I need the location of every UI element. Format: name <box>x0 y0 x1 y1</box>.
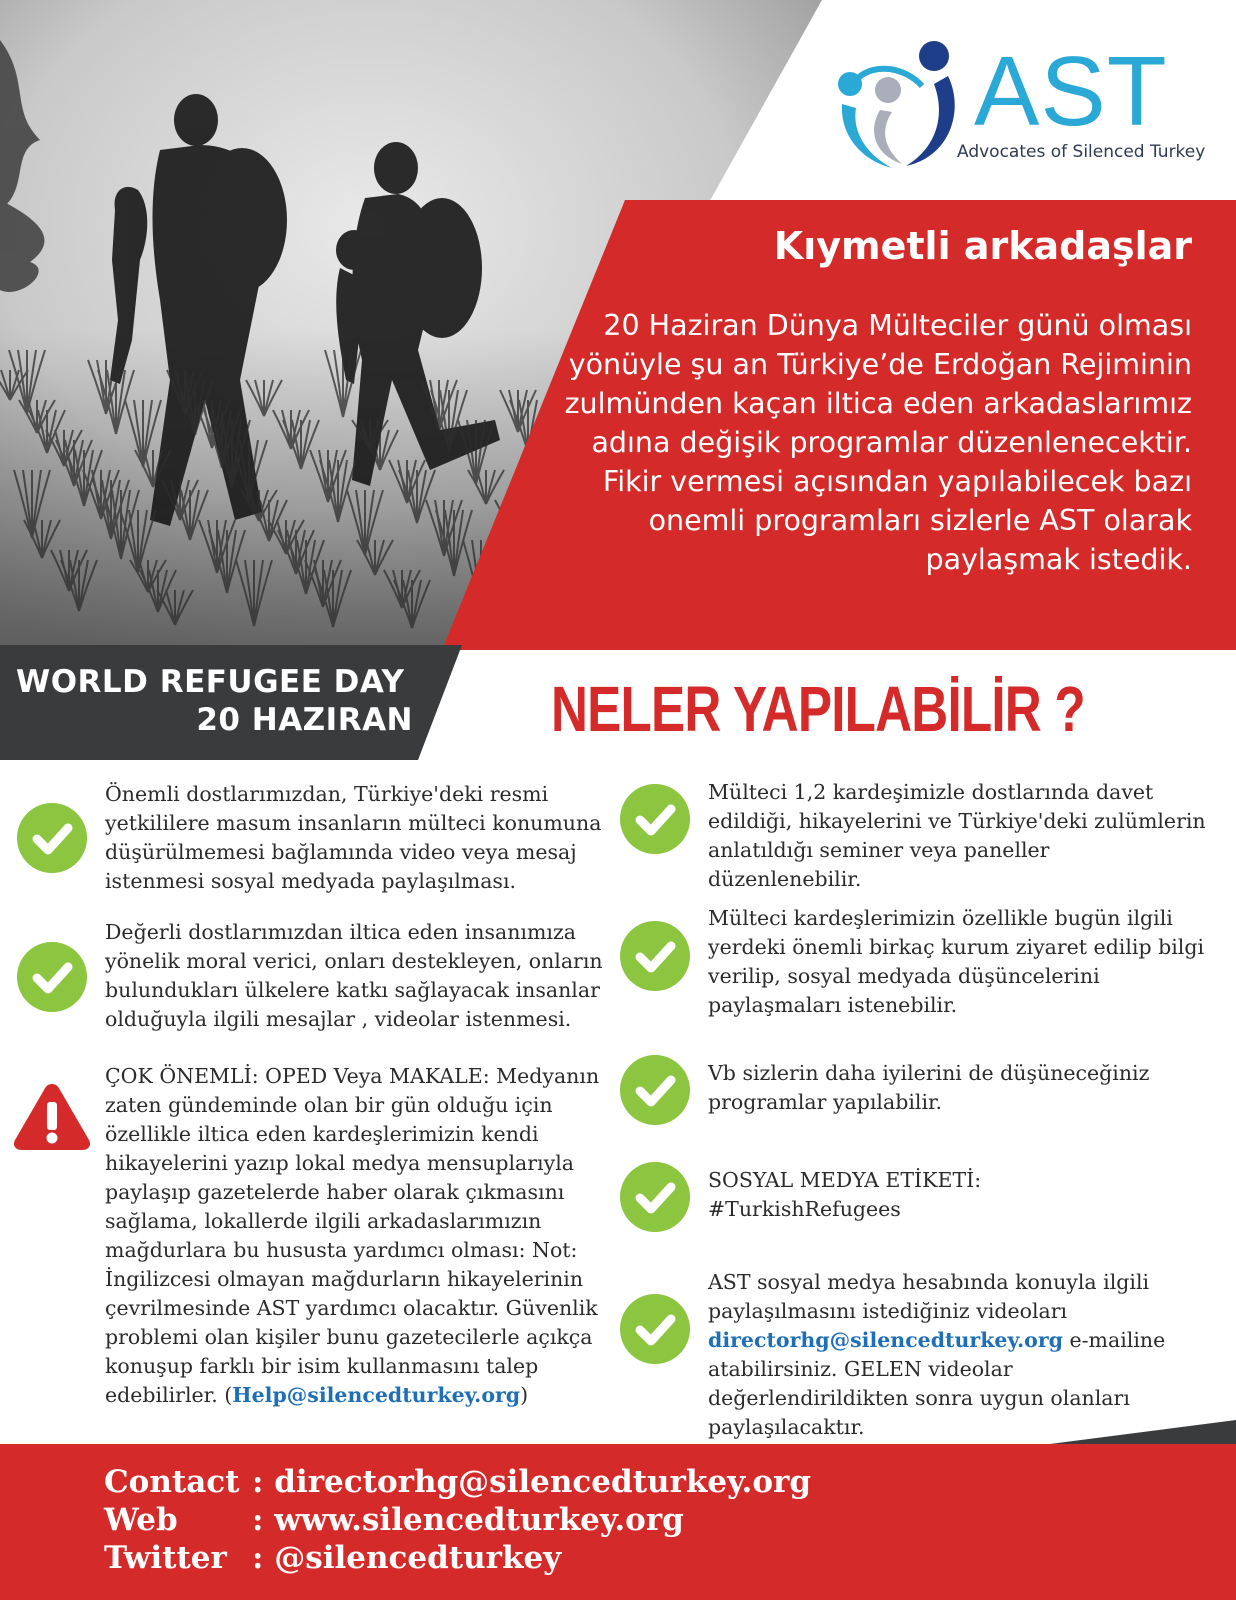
list-item <box>620 1059 1220 1139</box>
check-icon <box>620 1162 690 1232</box>
footer <box>0 1444 1236 1600</box>
footer-twitter <box>104 1540 561 1576</box>
list-item-text: Vb sizlerin daha iyilerini de düşüneceğiniz programlar yapılabilir. <box>708 1061 1150 1114</box>
check-icon <box>17 803 87 873</box>
list-item <box>17 918 617 1048</box>
list-item-text: Önemli dostlarımızdan, Türkiye'deki resmi yetkililere masum insanların mülteci konumuna düşürülmemesi bağlamında video veya mesaj istenmesi sosyal medyada paylaşılması. <box>105 782 602 893</box>
list-item <box>620 1166 1220 1246</box>
web-value[interactable]: : www.silencedturkey.org <box>252 1502 684 1538</box>
twitter-label: Twitter <box>104 1540 227 1576</box>
check-icon <box>620 784 690 854</box>
check-icon <box>620 1055 690 1125</box>
important-text: ÇOK ÖNEMLİ: OPED Veya MAKALE: Medyanın zaten gündeminde olan bir gün olduğu için özellikle iltica eden kardeşlerimizin kendi hikayelerini yazıp lokal medya mensuplarıyla paylaşıp gazetelerde haber olarak çıkmasını sağlama, lokallerde ilgili arkadaslarımızın mağdurlara bu hususta yardımcı olması: Not: İngilizcesi olmayan mağdurların hikayelerinin çevrilmesinde AST yardımcı olacaktır. Güvenlik problemi olan kişiler bunu gazetecilerle açıkça konuşup farklı bir isim kullanmasını talep edebilirler. ( <box>105 1064 600 1407</box>
list-item-text: Değerli dostlarımızdan iltica eden insanımıza yönelik moral verici, onları destekleyen, onların bulundukları ülkelere katkı sağlayacak insanlar olduğuyla ilgili mesajlar , videolar istenmesi. <box>105 920 603 1031</box>
footer-divider <box>0 1420 1236 1444</box>
list-item-text: Mülteci 1,2 kardeşimizle dostlarında davet edildiği, hikayelerini ve Türkiye'deki zulümlerin anlatıldığı seminer veya paneller düzenlenebilir. <box>708 780 1206 891</box>
hashtag-value[interactable]: #TurkishRefugees <box>708 1197 901 1221</box>
intro-greeting: Kıymetli arkadaşlar <box>773 224 1192 268</box>
hashtag-label: SOSYAL MEDYA ETİKETİ: <box>708 1168 982 1192</box>
section-heading: NELER YAPILABİLİR ? <box>551 673 1085 745</box>
banner-title: WORLD REFUGEE DAY <box>16 664 405 700</box>
contact-value[interactable]: : directorhg@silencedturkey.org <box>252 1464 812 1500</box>
footer-contact <box>104 1464 811 1500</box>
logo-wordmark: AST <box>974 36 1168 146</box>
intro-body: 20 Haziran Dünya Mülteciler günü olması yönüyle şu an Türkiye’de Erdoğan Rejiminin zulmünden kaçan iltica eden arkadaslarımız adına değişik programlar düzenlenecektir. Fikir vermesi açısından yapılabilecek bazı onemli programları sizlerle AST olarak paylaşmak istedik. <box>564 309 1192 576</box>
help-email-link[interactable]: Help@silencedturkey.org <box>232 1383 521 1407</box>
banner-date: 20 HAZIRAN <box>196 702 413 738</box>
videos-text: AST sosyal medya hesabında konuyla ilgili paylaşılmasını istediğiniz videoları <box>708 1270 1150 1323</box>
web-label: Web <box>104 1502 178 1538</box>
list-item-text <box>708 1166 1188 1224</box>
videos-suffix: e-mailine atabilirsiniz. GELEN videolar değerlendirildikten sonra uygun olanları paylaşılacaktır. <box>708 1328 1166 1439</box>
list-item <box>620 1268 1220 1439</box>
important-suffix: ) <box>520 1383 529 1407</box>
ast-logo <box>836 36 1206 178</box>
list-item-text <box>105 1062 617 1410</box>
check-icon <box>620 921 690 991</box>
list-item-text <box>708 1268 1213 1442</box>
check-icon <box>17 942 87 1012</box>
footer-web <box>104 1502 684 1538</box>
list-item <box>17 780 617 910</box>
logo-tagline: Advocates of Silenced Turkey <box>957 142 1206 162</box>
contact-label: Contact <box>104 1464 240 1500</box>
director-email-link[interactable]: directorhg@silencedturkey.org <box>708 1328 1063 1352</box>
list-item <box>620 778 1220 891</box>
list-item-text: Mülteci kardeşlerimizin özellikle bugün ilgili yerdeki önemli birkaç kurum ziyaret edilip bilgi verilip, sosyal medyada düşüncelerini paylaşmaları istenebilir. <box>708 906 1205 1017</box>
logo-people-icon <box>836 38 966 170</box>
list-item <box>620 904 1220 1024</box>
warning-icon <box>12 1080 92 1152</box>
check-icon <box>620 1294 690 1364</box>
list-item-important <box>12 1062 622 1407</box>
twitter-value[interactable]: : @silencedturkey <box>252 1540 562 1576</box>
